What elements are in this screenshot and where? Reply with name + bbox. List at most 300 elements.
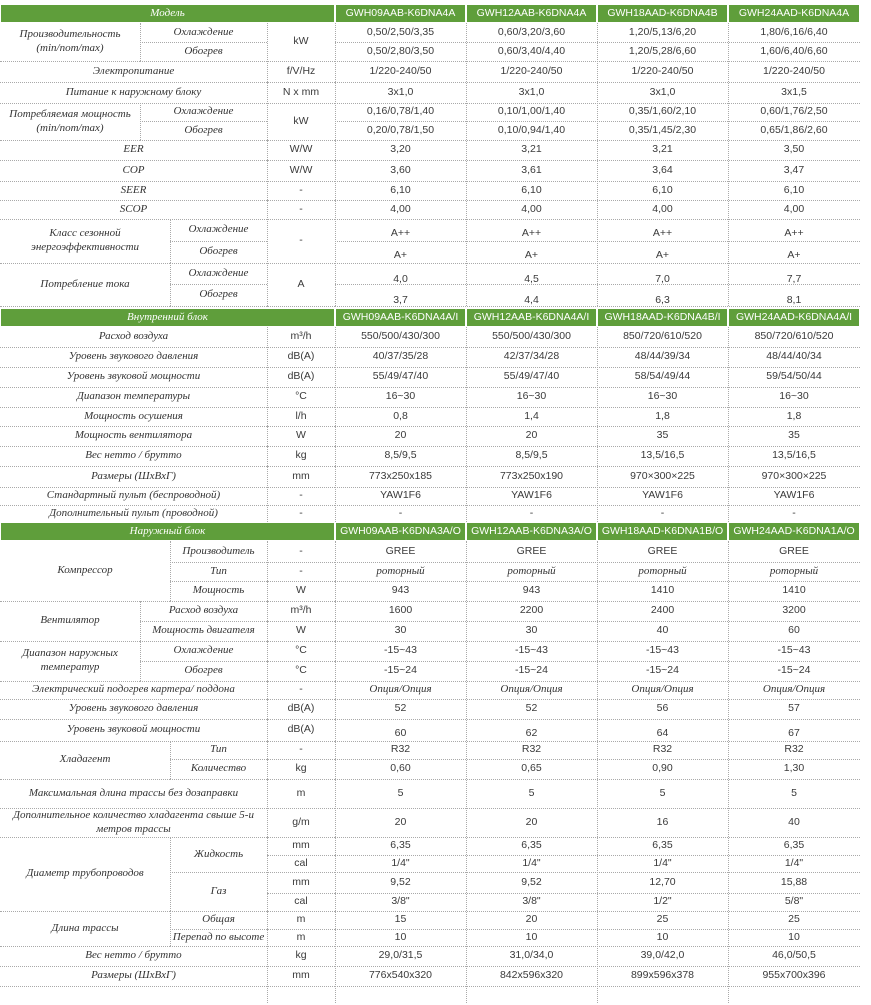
model-header: GWH18AAD-K6DNA1B/O — [597, 522, 728, 541]
column-divider — [140, 103, 141, 140]
row-label: Дополнительное количество хладагента свыше 5-и метров трассы — [13, 808, 254, 835]
row-label: Мощность осушения — [84, 409, 183, 422]
row-divider — [0, 140, 140, 141]
value-cell: 5 — [397, 786, 404, 799]
row-sub-label: Расход воздуха — [168, 604, 239, 617]
value-cell: 3,20 — [390, 143, 411, 156]
unit-cell: kW — [293, 114, 309, 127]
row-label: Максимальная длина трассы без дозаправки — [28, 786, 239, 799]
row-label: COP — [122, 163, 145, 176]
unit-cell: mm — [292, 469, 310, 482]
value-cell: -15~24 — [384, 664, 417, 677]
value-cell: 10 — [525, 930, 538, 943]
row-sub-label: Охлаждение — [173, 25, 234, 38]
unit-cell: - — [299, 202, 303, 215]
row-divider — [0, 306, 170, 307]
row-divider — [335, 306, 860, 307]
value-cell: 550/500/430/300 — [361, 330, 440, 343]
value-cell: 3200 — [782, 604, 806, 617]
column-divider — [335, 327, 336, 522]
model-header: GWH24AAD-K6DNA1A/O — [728, 522, 860, 541]
column-divider — [728, 541, 729, 1003]
unit-cell: l/h — [295, 409, 307, 422]
unit-cell: - — [299, 743, 303, 756]
value-cell: Опция/Опция — [500, 683, 563, 696]
value-cell: 6,10 — [652, 183, 673, 196]
value-cell: 46,0/50,5 — [772, 949, 816, 962]
row-divider — [0, 641, 140, 642]
unit-cell: m — [296, 786, 306, 799]
value-cell: Опция/Опция — [631, 683, 694, 696]
value-cell: 64 — [656, 727, 669, 740]
value-cell: 1,20/5,28/6,60 — [628, 44, 697, 57]
unit-cell: - — [299, 506, 303, 519]
unit-cell: m — [296, 930, 306, 943]
row-label: SCOP — [119, 202, 148, 215]
value-cell: 6,10 — [521, 183, 542, 196]
unit-cell: mm — [292, 875, 310, 888]
value-cell: 5 — [791, 786, 797, 799]
row-divider — [0, 681, 140, 682]
value-cell: роторный — [638, 564, 687, 577]
unit-cell: dB(A) — [287, 723, 315, 736]
value-cell: 3,61 — [521, 163, 542, 176]
row-sub-label: Охлаждение — [173, 644, 234, 657]
unit-cell: m — [296, 913, 306, 926]
value-cell: 0,10/1,00/1,40 — [497, 105, 566, 118]
value-cell: - — [792, 506, 796, 519]
unit-cell: m³/h — [290, 330, 312, 343]
value-cell: Опция/Опция — [762, 683, 826, 696]
value-cell: роторный — [769, 564, 819, 577]
value-cell: 1410 — [650, 584, 675, 597]
value-cell: 15,88 — [780, 875, 808, 888]
value-cell: 1410 — [782, 584, 806, 597]
row-label: Размеры (ШхВхГ) — [91, 469, 176, 482]
value-cell: 0,35/1,60/2,10 — [628, 105, 697, 118]
row-group-label: Потребление тока — [40, 277, 130, 290]
row-label: Диапазон температуры — [76, 390, 191, 403]
value-cell: 4,0 — [393, 272, 408, 285]
value-cell: 773x250x185 — [368, 469, 433, 482]
value-cell: -15~24 — [646, 664, 679, 677]
value-cell: 899x596x378 — [630, 969, 695, 982]
value-cell: роторный — [507, 564, 556, 577]
value-cell: 3/8" — [391, 895, 410, 908]
model-header: GWH18AAD-K6DNA4B — [597, 4, 728, 23]
value-cell: 20 — [525, 815, 538, 828]
value-cell: 10 — [394, 930, 407, 943]
value-cell: -15~24 — [515, 664, 548, 677]
row-label: Размеры (ШхВхГ) — [91, 969, 176, 982]
row-sub-label: Обогрев — [184, 664, 223, 677]
value-cell: 850/720/610/520 — [623, 330, 702, 343]
value-cell: 3,21 — [521, 143, 542, 156]
unit-cell: - — [299, 183, 303, 196]
row-divider — [0, 911, 170, 912]
value-cell: A+ — [524, 249, 539, 262]
row-label: Уровень звукового давления — [68, 350, 199, 363]
row-sub-label: Газ — [210, 884, 227, 897]
value-cell: 1,60/6,40/6,60 — [760, 44, 828, 57]
column-divider — [140, 601, 141, 641]
row-divider — [267, 986, 335, 987]
value-cell: 8,1 — [786, 294, 802, 307]
column-divider — [597, 23, 598, 306]
unit-cell: cal — [294, 895, 308, 908]
value-cell: 55/49/47/40 — [503, 370, 560, 383]
unit-cell: W — [296, 429, 306, 442]
value-cell: 6,35 — [390, 839, 411, 852]
value-cell: 7,7 — [786, 272, 802, 285]
value-cell: 10 — [656, 930, 669, 943]
value-cell: YAW1F6 — [511, 489, 552, 502]
value-cell: 0,16/0,78/1,40 — [366, 105, 435, 118]
value-cell: 40 — [656, 624, 669, 637]
row-sub-label: Охлаждение — [173, 105, 234, 118]
unit-cell: m³/h — [290, 604, 312, 617]
value-cell: 4,5 — [524, 272, 539, 285]
unit-cell: kg — [295, 449, 307, 462]
value-cell: 0,50/2,50/3,35 — [366, 25, 435, 38]
value-cell: 67 — [788, 727, 800, 740]
value-cell: 3,21 — [652, 143, 673, 156]
value-cell: 29,0/31,5 — [378, 949, 423, 962]
model-header: GWH09AAB-K6DNA4A — [335, 4, 466, 23]
column-divider — [728, 327, 729, 522]
value-cell: 3/8" — [522, 895, 541, 908]
value-cell: Опция/Опция — [369, 683, 432, 696]
column-divider — [140, 23, 141, 61]
value-cell: 6,35 — [652, 839, 673, 852]
row-sub-label: Обогрев — [184, 44, 223, 57]
unit-cell: W/W — [289, 143, 313, 156]
value-cell: 3,7 — [393, 294, 408, 307]
value-cell: 6,3 — [655, 294, 670, 307]
value-cell: 12,70 — [649, 875, 676, 888]
value-cell: R32 — [652, 743, 673, 756]
column-divider — [170, 263, 171, 306]
value-cell: -15~43 — [384, 644, 417, 657]
unit-cell: dB(A) — [287, 350, 315, 363]
row-group-label: Диапазон наружных температур — [22, 647, 118, 673]
model-header: GWH09AAB-K6DNA4A/I — [335, 308, 466, 327]
value-cell: 0,65 — [521, 762, 542, 775]
value-cell: 5 — [528, 786, 535, 799]
value-cell: 1,80/6,16/6,40 — [760, 25, 828, 38]
value-cell: A++ — [390, 227, 411, 240]
row-label: Стандартный пульт (беспроводной) — [46, 489, 221, 502]
model-header: GWH12AAB-K6DNA3A/O — [466, 522, 597, 541]
value-cell: 16~30 — [779, 390, 809, 403]
value-cell: 1,30 — [783, 762, 805, 775]
section-header-label: Модель — [0, 4, 335, 23]
value-cell: 943 — [522, 584, 541, 597]
column-divider — [335, 23, 336, 306]
column-divider — [597, 541, 598, 1003]
value-cell: 0,35/1,45/2,30 — [628, 123, 697, 136]
row-sub-label: Охлаждение — [188, 223, 249, 236]
value-cell: 1/220-240/50 — [763, 64, 825, 77]
row-sub-label: Обогрев — [199, 288, 238, 301]
row-sub-label: Количество — [190, 762, 247, 775]
unit-cell: W — [296, 624, 306, 637]
column-divider — [170, 741, 171, 779]
value-cell: роторный — [376, 564, 425, 577]
value-cell: 62 — [525, 727, 538, 740]
value-cell: 57 — [788, 702, 800, 715]
row-label: EER — [123, 143, 144, 156]
value-cell: 1/220-240/50 — [500, 64, 563, 77]
value-cell: 15 — [394, 913, 407, 926]
value-cell: 0,20/0,78/1,50 — [366, 123, 435, 136]
unit-cell: - — [299, 234, 303, 247]
value-cell: 40 — [788, 815, 800, 828]
value-cell: A++ — [521, 227, 542, 240]
value-cell: 13,5/16,5 — [640, 449, 685, 462]
value-cell: 6,10 — [783, 183, 805, 196]
value-cell: 1,4 — [524, 409, 539, 422]
unit-cell: °C — [295, 664, 307, 677]
value-cell: 0,60/3,20/3,60 — [497, 25, 566, 38]
column-divider — [267, 541, 268, 1003]
value-cell: 6,10 — [390, 183, 411, 196]
value-cell: R32 — [521, 743, 542, 756]
value-cell: 4,00 — [783, 202, 805, 215]
value-cell: 5/8" — [784, 895, 804, 908]
row-divider — [0, 946, 170, 947]
value-cell: A++ — [652, 227, 673, 240]
value-cell: 943 — [391, 584, 410, 597]
value-cell: 30 — [525, 624, 538, 637]
column-divider — [335, 541, 336, 1003]
value-cell: 16~30 — [516, 390, 547, 403]
value-cell: 60 — [394, 727, 407, 740]
value-cell: 55/49/47/40 — [372, 370, 429, 383]
value-cell: 0,8 — [393, 409, 408, 422]
value-cell: 31,0/34,0 — [509, 949, 554, 962]
value-cell: 20 — [394, 429, 407, 442]
value-cell: 1/220-240/50 — [631, 64, 694, 77]
value-cell: 35 — [788, 429, 800, 442]
row-sub-label: Производитель — [182, 544, 255, 557]
value-cell: 1/2" — [653, 895, 672, 908]
unit-cell: kg — [295, 762, 307, 775]
value-cell: 4,4 — [524, 294, 539, 307]
unit-cell: °C — [295, 390, 307, 403]
value-cell: - — [398, 506, 403, 519]
value-cell: 3,47 — [783, 163, 805, 176]
row-label: Уровень звуковой мощности — [66, 723, 201, 736]
value-cell: 3,60 — [390, 163, 411, 176]
value-cell: 25 — [656, 913, 669, 926]
model-header: GWH18AAD-K6DNA4B/I — [597, 308, 728, 327]
value-cell: GREE — [516, 544, 547, 557]
unit-cell: °C — [295, 644, 307, 657]
value-cell: 1/4" — [653, 856, 672, 869]
value-cell: 3x1,0 — [518, 85, 545, 98]
unit-cell: mm — [292, 839, 310, 852]
row-divider — [170, 306, 267, 307]
value-cell: 550/500/430/300 — [492, 330, 571, 343]
value-cell: 58/54/49/44 — [634, 370, 691, 383]
value-cell: 4,00 — [652, 202, 673, 215]
value-cell: 0,60/1,76/2,50 — [760, 105, 828, 118]
model-header: GWH24AAD-K6DNA4A — [728, 4, 860, 23]
column-divider — [140, 641, 141, 681]
row-sub-label: Мощность — [192, 584, 245, 597]
row-label: Уровень звуковой мощности — [66, 370, 201, 383]
value-cell: 13,5/16,5 — [772, 449, 816, 462]
value-cell: 6,35 — [783, 839, 805, 852]
value-cell: 3,50 — [783, 143, 805, 156]
row-sub-label: Охлаждение — [188, 266, 249, 279]
row-sub-label: Общая — [202, 913, 235, 926]
value-cell: 955x700x396 — [762, 969, 826, 982]
column-divider — [267, 327, 268, 522]
value-cell: 56 — [656, 702, 669, 715]
value-cell: 2400 — [650, 604, 675, 617]
value-cell: 1,8 — [655, 409, 670, 422]
unit-cell: dB(A) — [287, 702, 315, 715]
column-divider — [466, 23, 467, 306]
section-header-label: Внутренний блок — [0, 308, 335, 327]
row-label: Электропитание — [92, 64, 175, 77]
value-cell: -15~43 — [515, 644, 548, 657]
column-divider — [597, 327, 598, 522]
value-cell: 5 — [659, 786, 666, 799]
value-cell: - — [529, 506, 534, 519]
row-divider — [0, 61, 140, 62]
value-cell: A+ — [655, 249, 670, 262]
row-divider — [0, 263, 170, 264]
row-label: Вес нетто / брутто — [85, 449, 182, 462]
value-cell: A+ — [787, 249, 801, 262]
value-cell: - — [660, 506, 665, 519]
value-cell: 25 — [788, 913, 800, 926]
value-cell: 52 — [525, 702, 538, 715]
row-group-label: Класс сезонной энергоэффективности — [30, 227, 140, 253]
value-cell: YAW1F6 — [380, 489, 421, 502]
value-cell: 40/37/35/28 — [372, 350, 429, 363]
unit-cell: - — [299, 544, 303, 557]
value-cell: 0,10/0,94/1,40 — [497, 123, 566, 136]
unit-cell: kg — [295, 949, 307, 962]
value-cell: 3x1,0 — [387, 85, 414, 98]
value-cell: 1,8 — [786, 409, 802, 422]
column-divider — [170, 541, 171, 601]
value-cell: 10 — [788, 930, 800, 943]
value-cell: GREE — [647, 544, 678, 557]
value-cell: -15~43 — [646, 644, 679, 657]
value-cell: 0,60/3,40/4,40 — [497, 44, 566, 57]
model-header: GWH24AAD-K6DNA4A/I — [728, 308, 860, 327]
row-label: Дополнительный пульт (проводной) — [49, 506, 218, 519]
row-divider — [0, 601, 170, 602]
value-cell: YAW1F6 — [642, 489, 683, 502]
value-cell: 1/4" — [522, 856, 541, 869]
value-cell: 1600 — [388, 604, 413, 617]
row-sub-label: Обогрев — [199, 245, 238, 258]
row-group-label: Потребляемая мощность (min/nom/max) — [9, 107, 131, 134]
value-cell: 1/220-240/50 — [369, 64, 432, 77]
value-cell: 48/44/40/34 — [766, 350, 822, 363]
value-cell: 7,0 — [655, 272, 670, 285]
row-label: Вес нетто / брутто — [85, 949, 182, 962]
section-header-label: Наружный блок — [0, 522, 335, 541]
value-cell: 850/720/610/520 — [754, 330, 834, 343]
value-cell: 0,60 — [390, 762, 411, 775]
row-sub-label: Тип — [210, 564, 227, 577]
value-cell: 48/44/39/34 — [634, 350, 691, 363]
model-header: GWH12AAB-K6DNA4A/I — [466, 308, 597, 327]
row-label: Уровень звукового давления — [68, 702, 199, 715]
row-group-label: Диаметр трубопроводов — [26, 867, 144, 880]
row-group-label: Производительность (min/nom/max) — [19, 28, 121, 54]
value-cell: A+ — [393, 249, 408, 262]
value-cell: 776x540x320 — [368, 969, 433, 982]
value-cell: 0,90 — [652, 762, 673, 775]
unit-cell: N x mm — [282, 85, 320, 98]
value-cell: 4,00 — [390, 202, 411, 215]
row-label: Питание к наружному блоку — [65, 85, 202, 98]
value-cell: R32 — [784, 743, 804, 756]
value-cell: 3x1,0 — [649, 85, 676, 98]
unit-cell: - — [299, 564, 303, 577]
value-cell: 52 — [394, 702, 407, 715]
value-cell: 20 — [394, 815, 407, 828]
value-cell: 3,64 — [652, 163, 673, 176]
value-cell: 39,0/42,0 — [640, 949, 685, 962]
value-cell: 4,00 — [521, 202, 542, 215]
value-cell: 970×300×225 — [761, 469, 827, 482]
value-cell: 20 — [525, 429, 538, 442]
model-header: GWH09AAB-K6DNA3A/O — [335, 522, 466, 541]
row-divider — [267, 306, 335, 307]
column-divider — [466, 327, 467, 522]
value-cell: 0,65/1,86/2,60 — [760, 123, 828, 136]
unit-cell: kW — [293, 35, 309, 48]
column-divider — [728, 23, 729, 306]
value-cell: 842x596x320 — [499, 969, 564, 982]
value-cell: 35 — [656, 429, 669, 442]
column-divider — [170, 219, 171, 263]
value-cell: 20 — [525, 913, 538, 926]
value-cell: 0,50/2,80/3,50 — [366, 44, 435, 57]
value-cell: -15~24 — [777, 664, 811, 677]
unit-cell: mm — [292, 969, 310, 982]
unit-cell: W — [296, 584, 306, 597]
row-label: Расход воздуха — [98, 330, 169, 343]
value-cell: 8,5/9,5 — [515, 449, 548, 462]
value-cell: 16 — [656, 815, 669, 828]
row-sub-label: Мощность двигателя — [152, 624, 255, 637]
row-sub-label: Обогрев — [184, 123, 223, 136]
row-divider — [0, 779, 170, 780]
unit-cell: cal — [294, 856, 308, 869]
value-cell: 60 — [788, 624, 800, 637]
unit-cell: dB(A) — [287, 370, 315, 383]
row-group-label: Компрессор — [57, 564, 113, 577]
value-cell: A++ — [784, 227, 804, 240]
value-cell: -15~43 — [777, 644, 811, 657]
unit-cell: f/V/Hz — [286, 64, 316, 77]
row-label: Электрический подогрев картера/ поддона — [32, 683, 235, 696]
value-cell: 16~30 — [385, 390, 416, 403]
value-cell: GREE — [385, 544, 416, 557]
value-cell: 773x250x190 — [499, 469, 564, 482]
row-label: SEER — [120, 183, 147, 196]
